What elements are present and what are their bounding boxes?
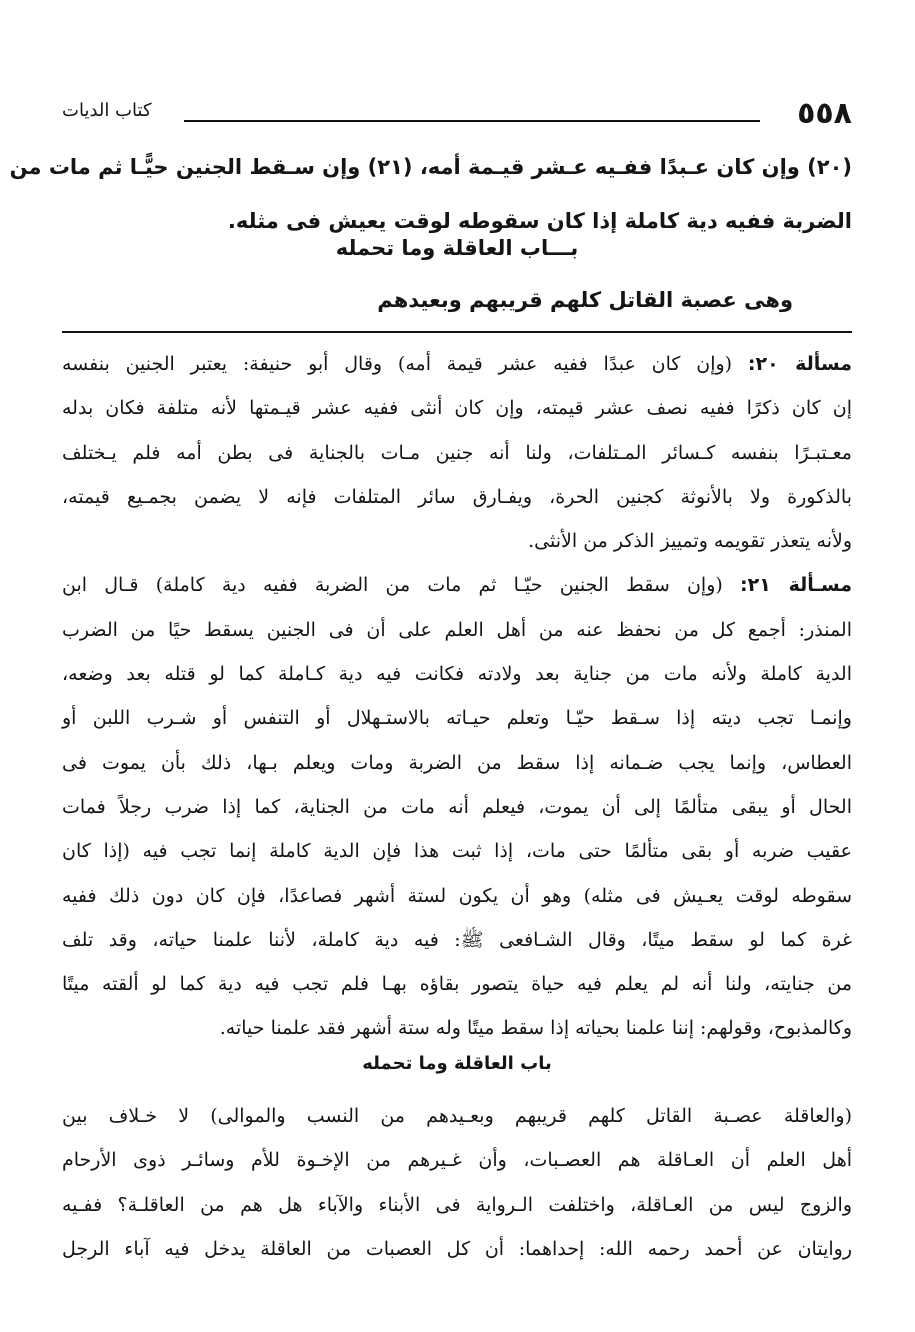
commentary-line: أهل العلم أن العـاقلة هم العصـبات، وأن غـيرهم من الإخـوة للأم وسائـر ذوى الأرحام: [62, 1149, 852, 1172]
chapter-heading: بـــاب العاقلة وما تحمله: [335, 236, 579, 260]
commentary-line: غرة كما لو سقط ميتًا، وقال الشـافعى ﷺ: فيه دية كاملة، لأننا علمنا حياته، وقد تلف: [62, 928, 852, 951]
commentary-line: روايتان عن أحمد رحمه الله: إحداهما: أن كل العصبات من العاقلة يدخل فيه آباء الرجل: [62, 1237, 852, 1260]
commentary-block: [62, 342, 852, 1051]
commentary-line: مسـألة ٢١: (وإن سقط الجنين حيّـا ثم مات من الضربة ففيه دية كاملة) قـال ابن: [62, 574, 852, 597]
commentary-line: إن كان ذكرًا ففيه نصف عشر قيمته، وإن كان أنثى ففيه عشر قيـمتها لأنه متلفة فكان بدله: [62, 397, 852, 420]
commentary-line: بالذكورة ولا بالأنوثة كجنين الحرة، ويفـارق سائر المتلفات فإنه لا يضمن بجمـيع قيمته،: [62, 485, 852, 508]
commentary-block-2: [62, 1094, 852, 1271]
commentary-line: سقوطه لوقت يعـيش فى مثله) وهو أن يكون لستة أشهر فصاعدًا، فإن كان دون ذلك ففيه: [62, 884, 852, 907]
chapter-subheading: وهى عصبة القاتل كلهم قريبهم وبعيدهم: [377, 288, 793, 312]
running-header: [62, 96, 852, 136]
masala-label: مسـألة ٢١:: [740, 574, 852, 597]
commentary-line: ولأنه يتعذر تقويمه وتمييز الذكر من الأنثى.: [528, 530, 852, 553]
commentary-line: وكالمذبوح، وقولهم: إننا علمنا بحياته إذا سقط ميتًا وله ستة أشهر فقد علمنا حياته.: [219, 1017, 852, 1040]
masala-label: مسألة ٢٠:: [747, 353, 852, 375]
commentary-line: الدية كاملة ولأنه مات من جناية بعد ولادته فكانت فيه دية كـاملة كما لو قتله بعد وضعه،: [62, 663, 852, 686]
commentary-line: المنذر: أجمع كل من نحفظ عنه من أهل العلم على أن فى الجنين يسقط حيًا من الضرب: [62, 618, 852, 641]
matn-line: الضربة ففيه دية كاملة إذا كان سقوطه لوقت يعيش فى مثله.: [227, 209, 852, 233]
commentary-heading: باب العاقلة وما تحمله: [362, 1053, 552, 1074]
commentary-line: مسألة ٢٠: (وإن كان عبدًا ففيه عشر قيمة أمه) وقال أبو حنيفة: يعتبر الجنين بنفسه: [62, 353, 852, 375]
commentary-line: (والعاقلة عصـبة القاتل كلهم قريبهم وبعـيدهم من النسب والموالى) لا خـلاف بين: [62, 1105, 852, 1127]
commentary-line: العطاس، وإنما يجب ضـمانه إذا سقط من الضربة ومات ويعلم بـها، ذلك بأن يموت فى: [62, 751, 852, 774]
commentary-line: عقيب ضربه أو بقى متألمًا حتى مات، إذا ثبت هذا فإن الدية كاملة إنما تجب فيه (إذا كان: [62, 840, 852, 863]
commentary-line: من جنايته، ولنا أنه لم يعلم فيه حياة يتصور بقاؤه بهـا فلم تجب فيه دية كما لو ألقته ميتًا: [62, 973, 852, 996]
commentary-line: الحال أو يبقى متألمًا إلى أن يموت، فيعلم أنه مات من الجناية، كما إذا ضرب رجلاً فمات: [62, 795, 852, 818]
commentary-line: وإنمـا تجب ديته إذا سـقط حيّـا وتعلم حيـاته بالاستـهلال أو التنفس أو شـرب اللبن أو: [62, 707, 852, 730]
book-title: كتاب الديات: [62, 100, 152, 121]
header-rule: [184, 120, 760, 122]
commentary-line: والزوج ليس من العـاقلة، واختلفت الـرواية فى الأبناء والآباء هل هم من العاقلـة؟ ففـيه: [62, 1193, 852, 1216]
section-rule: [62, 331, 852, 333]
page-number: ٥٥٨: [797, 96, 852, 131]
matn-line: (٢٠) وإن كان عـبدًا ففـيه عـشر قيـمة أمه، (٢١) وإن سـقط الجنين حيًّـا ثم مات من: [9, 155, 852, 179]
commentary-line: معـتبـرًا بنفسه كـسائر المـتلفات، ولنا أنه جنين مـات بالجناية فى بطن أمه فلم يـختلف: [62, 441, 852, 464]
matn-text: [9, 140, 852, 248]
